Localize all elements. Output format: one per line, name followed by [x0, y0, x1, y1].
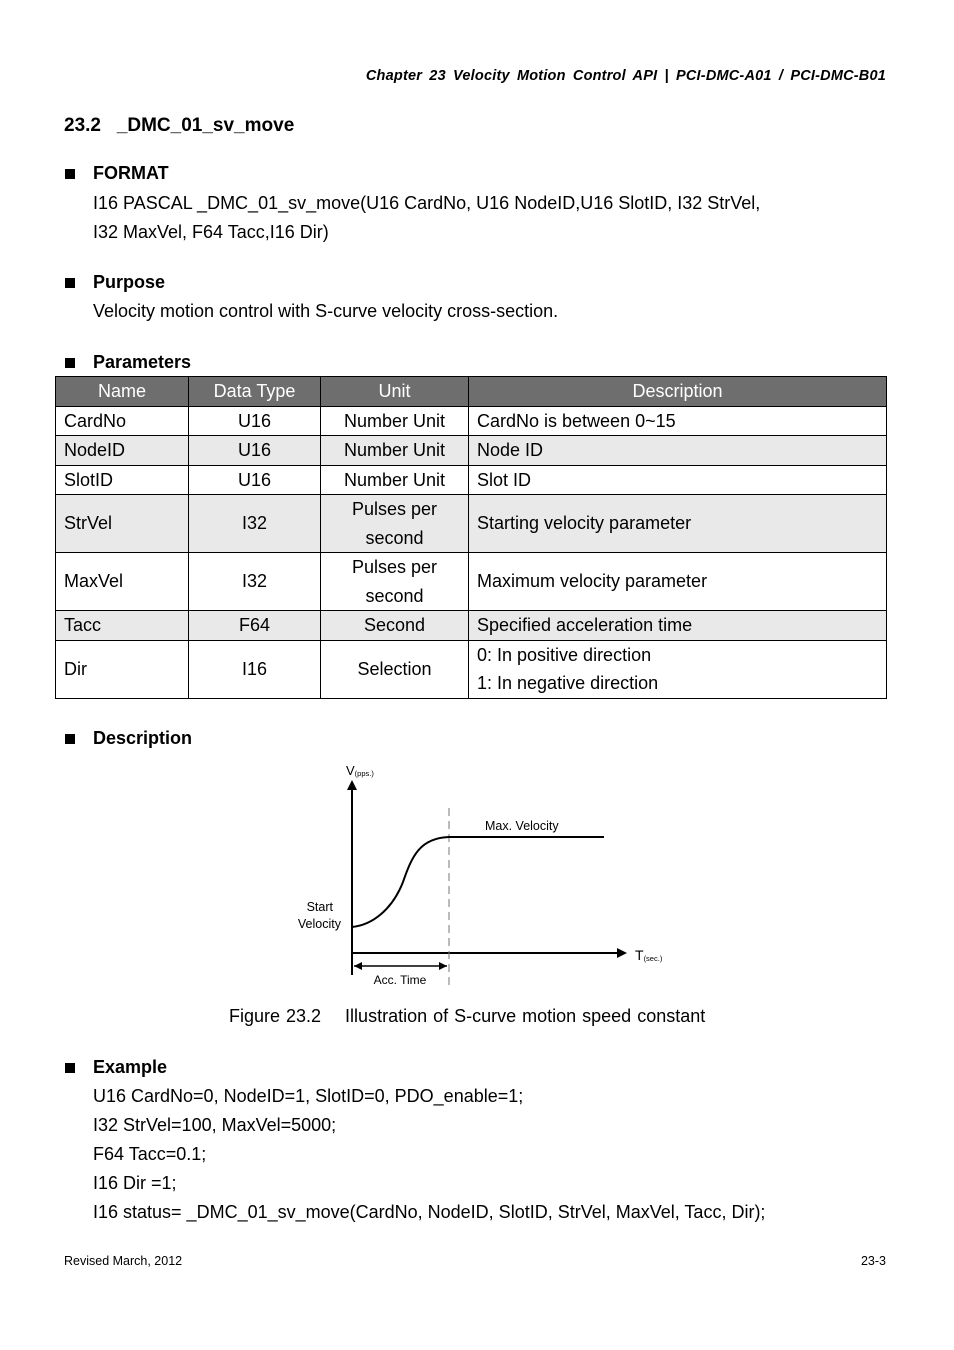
footer-revision: Revised March, 2012 [64, 1254, 183, 1268]
param-name: MaxVel [56, 553, 189, 611]
start-velocity-label-1: Start [306, 900, 333, 914]
purpose-text: Velocity motion control with S-curve velocity cross-section. [93, 301, 559, 321]
s-curve-line [352, 837, 604, 927]
bullet-square-icon [65, 278, 75, 288]
parameters-heading-label: Parameters [93, 352, 192, 372]
example-line: U16 CardNo=0, NodeID=1, SlotID=0, PDO_enable=1; [93, 1086, 524, 1106]
param-type: I32 [189, 553, 321, 611]
example-line: I16 status= _DMC_01_sv_move(CardNo, NodeID, SlotID, StrVel, MaxVel, Tacc, Dir); [93, 1202, 766, 1222]
param-desc: Specified acceleration time [469, 611, 887, 641]
table-row [56, 611, 887, 641]
purpose-heading [65, 272, 165, 293]
param-unit: Number Unit [321, 406, 469, 436]
param-type: U16 [189, 436, 321, 466]
param-unit: Number Unit [321, 436, 469, 466]
table-row [56, 495, 887, 553]
max-velocity-label: Max. Velocity [485, 819, 559, 833]
param-desc [469, 640, 887, 698]
param-type: F64 [189, 611, 321, 641]
param-desc: CardNo is between 0~15 [469, 406, 887, 436]
param-desc: Slot ID [469, 465, 887, 495]
param-name: CardNo [56, 406, 189, 436]
y-axis-arrow-icon [347, 780, 357, 790]
acc-time-label: Acc. Time [373, 973, 427, 987]
footer-page-number: 23-3 [860, 1254, 886, 1268]
parameters-table [55, 376, 887, 699]
param-desc: Maximum velocity parameter [469, 553, 887, 611]
s-curve-diagram [285, 758, 685, 993]
table-row [56, 406, 887, 436]
x-axis-label: T(sec.) [635, 947, 663, 963]
y-axis-label: V(pps.) [346, 763, 374, 778]
format-line: I16 PASCAL _DMC_01_sv_move(U16 CardNo, U16 NodeID,U16 SlotID, I32 StrVel, [93, 193, 761, 213]
start-velocity-label-2: Velocity [297, 917, 341, 931]
param-name: Tacc [56, 611, 189, 641]
param-desc: Starting velocity parameter [469, 495, 887, 553]
column-header: Data Type [189, 377, 321, 407]
example-line: I32 StrVel=100, MaxVel=5000; [93, 1115, 337, 1135]
bullet-square-icon [65, 1063, 75, 1073]
param-unit: Second [321, 611, 469, 641]
param-unit-line: Pulses per [351, 499, 438, 519]
description-heading [65, 728, 192, 749]
example-heading [65, 1057, 167, 1078]
bullet-square-icon [65, 169, 75, 179]
format-heading [65, 163, 169, 184]
param-name: NodeID [56, 436, 189, 466]
param-desc: Node ID [469, 436, 887, 466]
param-desc-line: 0: In positive direction [477, 644, 652, 665]
section-title: 23.2 _DMC_01_sv_move [64, 115, 295, 136]
param-unit [321, 495, 469, 553]
table-row [56, 436, 887, 466]
table-row [56, 640, 887, 698]
format-line: I32 MaxVel, F64 Tacc,I16 Dir) [93, 221, 329, 242]
param-desc-line: 1: In negative direction [477, 673, 659, 693]
param-unit: Selection [321, 640, 469, 698]
param-name: Dir [56, 640, 189, 698]
table-row [56, 553, 887, 611]
param-unit: Number Unit [321, 465, 469, 495]
bullet-square-icon [65, 358, 75, 368]
example-line: I16 Dir =1; [93, 1173, 177, 1193]
param-unit-line: second [365, 585, 424, 606]
example-heading-label: Example [93, 1057, 168, 1077]
format-heading-label: FORMAT [93, 163, 169, 183]
acc-time-right-arrow-icon [439, 962, 447, 970]
bullet-square-icon [65, 734, 75, 744]
example-code [93, 1082, 765, 1227]
purpose-heading-label: Purpose [93, 272, 166, 292]
param-type: I32 [189, 495, 321, 553]
param-unit-line: Pulses per [351, 557, 438, 577]
param-type: U16 [189, 465, 321, 495]
column-header: Unit [321, 377, 469, 407]
param-type: U16 [189, 406, 321, 436]
param-name: StrVel [56, 495, 189, 553]
param-type: I16 [189, 640, 321, 698]
parameters-heading [65, 352, 191, 373]
param-unit-line: second [365, 527, 424, 548]
param-name: SlotID [56, 465, 189, 495]
figure-caption: Figure 23.2 Illustration of S-curve motion speed constant [229, 1006, 706, 1026]
table-row [56, 465, 887, 495]
table-header-row [56, 377, 887, 407]
description-heading-label: Description [93, 728, 193, 748]
acc-time-left-arrow-icon [354, 962, 362, 970]
example-line: F64 Tacc=0.1; [93, 1144, 207, 1164]
x-axis-arrow-icon [617, 948, 627, 958]
column-header: Name [56, 377, 189, 407]
param-unit [321, 553, 469, 611]
column-header: Description [469, 377, 887, 407]
format-text [93, 189, 760, 246]
page-header: Chapter 23 Velocity Motion Control API | PCI-DMC-A01 / PCI-DMC-B01 [365, 68, 886, 84]
